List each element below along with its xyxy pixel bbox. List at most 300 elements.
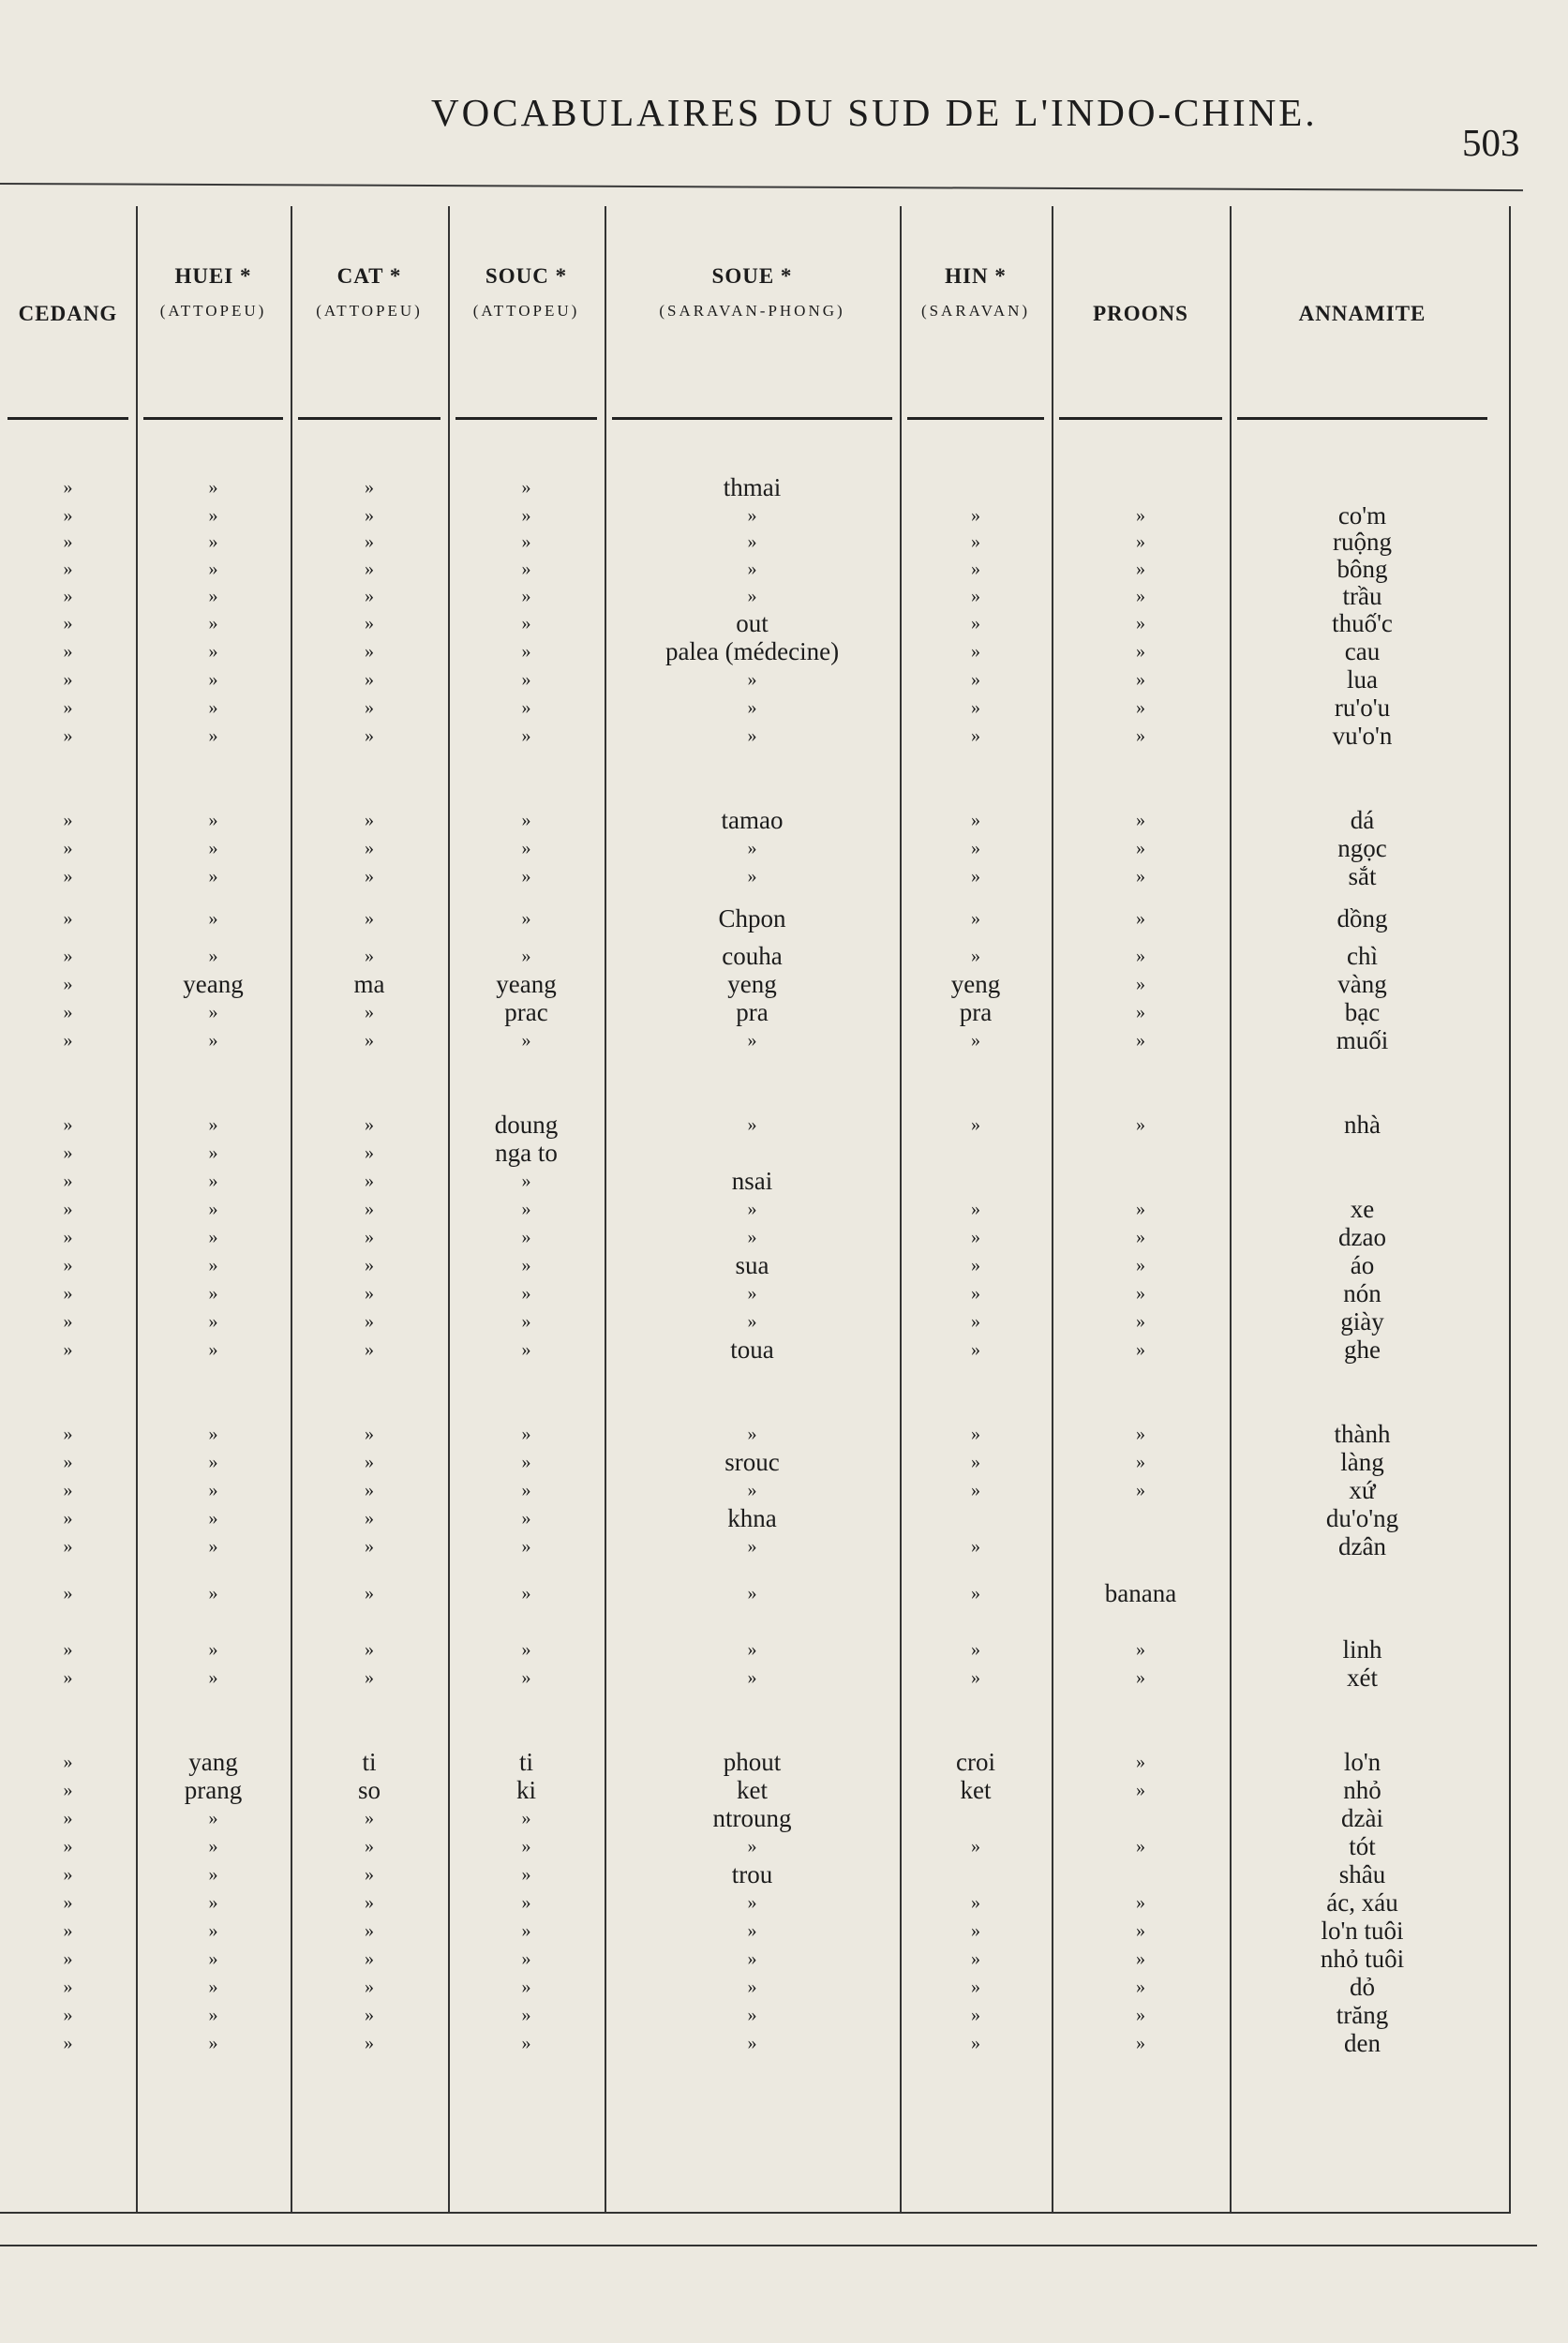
table-cell: » — [208, 1114, 218, 1135]
table-cell: » — [1136, 505, 1145, 526]
column-name: CEDANG — [18, 302, 118, 325]
table-cell: » — [747, 1030, 757, 1051]
table-cell: » — [63, 1864, 73, 1885]
table-cell: » — [365, 669, 374, 690]
table-cell: » — [521, 505, 531, 526]
table-cell: » — [971, 1283, 980, 1304]
table-cell: dzân — [1338, 1532, 1386, 1560]
table-cell: » — [747, 505, 757, 526]
table-cell: » — [365, 1255, 374, 1276]
table-cell: » — [63, 1452, 73, 1472]
table-cell: » — [365, 1311, 374, 1332]
table-cell: » — [63, 1339, 73, 1360]
table-cell: » — [63, 1199, 73, 1219]
table-cell: » — [521, 1339, 531, 1360]
table-cell: » — [747, 838, 757, 858]
table-cell: » — [521, 1030, 531, 1051]
table-cell: » — [63, 1892, 73, 1913]
header-underline — [1237, 417, 1487, 420]
table-cell: » — [971, 586, 980, 606]
table-cell: » — [747, 2005, 757, 2025]
table-cell: » — [365, 531, 374, 552]
table-cell: » — [365, 1536, 374, 1557]
column-header — [448, 264, 605, 321]
table-cell: » — [521, 613, 531, 634]
table-cell: » — [971, 613, 980, 634]
table-cell: » — [521, 838, 531, 858]
table-cell: » — [208, 1199, 218, 1219]
table-cell: » — [971, 2033, 980, 2053]
table-cell: » — [208, 1639, 218, 1660]
table-cell: » — [521, 908, 531, 929]
table-cell: thuố'c — [1332, 609, 1393, 637]
table-cell: » — [521, 2033, 531, 2053]
table-cell: » — [521, 1639, 531, 1660]
table-cell: » — [63, 641, 73, 662]
table-cell: » — [1136, 559, 1145, 579]
table-cell: ngọc — [1337, 834, 1387, 862]
table-cell: » — [63, 1639, 73, 1660]
table-cell: » — [63, 531, 73, 552]
table-cell: trăng — [1336, 2001, 1389, 2029]
table-cell: » — [365, 725, 374, 746]
table-cell: prang — [184, 1776, 243, 1804]
table-cell: » — [365, 1030, 374, 1051]
table-cell: nhỏ — [1343, 1776, 1381, 1804]
table-cell: lo'n tuôi — [1321, 1917, 1404, 1945]
table-cell: » — [521, 697, 531, 718]
table-cell: » — [521, 1536, 531, 1557]
table-cell: » — [1136, 866, 1145, 887]
table-cell: » — [63, 974, 73, 994]
table-cell: » — [208, 1424, 218, 1444]
table-cell: » — [208, 1030, 218, 1051]
table-cell: ket — [737, 1776, 768, 1804]
table-cell: » — [365, 866, 374, 887]
table-cell: » — [63, 1255, 73, 1276]
table-cell: » — [208, 505, 218, 526]
table-cell: » — [63, 866, 73, 887]
column-name: HIN * — [945, 264, 1007, 288]
table-cell: » — [971, 1920, 980, 1941]
table-cell: » — [365, 1948, 374, 1969]
table-cell: ti — [518, 1748, 533, 1776]
table-cell: » — [208, 1480, 218, 1500]
table-cell: muối — [1336, 1026, 1389, 1054]
table-cell: lo'n — [1343, 1748, 1381, 1776]
table-cell: » — [63, 559, 73, 579]
table-cell: ntroung — [712, 1804, 792, 1832]
table-cell: » — [747, 1948, 757, 1969]
table-cell: tamao — [721, 806, 784, 834]
table-cell: » — [365, 2005, 374, 2025]
table-cell: » — [747, 559, 757, 579]
table-cell: cau — [1344, 637, 1381, 665]
table-cell: » — [747, 1639, 757, 1660]
table-cell: den — [1344, 2029, 1381, 2057]
table-cell: ma — [353, 970, 385, 998]
table-cell: Chpon — [718, 904, 786, 933]
table-cell: » — [1136, 1199, 1145, 1219]
table-cell: » — [365, 1171, 374, 1191]
table-cell: dá — [1350, 806, 1375, 834]
table-cell: » — [1136, 838, 1145, 858]
table-cell: » — [208, 613, 218, 634]
table-cell: » — [1136, 1311, 1145, 1332]
table-cell: » — [521, 1892, 531, 1913]
table-cell: » — [971, 2005, 980, 2025]
table-cell: » — [521, 1480, 531, 1500]
table-cell: » — [365, 1836, 374, 1857]
table-cell: » — [521, 1808, 531, 1828]
table-cell: giày — [1340, 1307, 1384, 1336]
table-cell: » — [208, 531, 218, 552]
table-cell: » — [971, 1892, 980, 1913]
table-cell: » — [208, 1311, 218, 1332]
table-cell: » — [1136, 641, 1145, 662]
table-cell: » — [208, 1977, 218, 1997]
table-cell: » — [208, 810, 218, 830]
table-cell: » — [63, 1030, 73, 1051]
table-cell: » — [971, 810, 980, 830]
table-cell: » — [521, 946, 531, 966]
table-cell: » — [365, 1227, 374, 1247]
table-cell: » — [747, 531, 757, 552]
table-cell: » — [747, 697, 757, 718]
table-cell: » — [747, 1667, 757, 1688]
table-cell: du'o'ng — [1325, 1504, 1399, 1532]
table-cell: » — [63, 697, 73, 718]
table-cell: » — [63, 1508, 73, 1529]
header-underline — [455, 417, 597, 420]
table-cell: lua — [1347, 665, 1378, 694]
table-cell: tót — [1349, 1832, 1376, 1860]
table-cell: bông — [1337, 555, 1388, 583]
table-cell: ghe — [1344, 1336, 1381, 1364]
table-cell: » — [971, 505, 980, 526]
table-cell: » — [1136, 1227, 1145, 1247]
table-cell: yeang — [183, 970, 244, 998]
column-subtitle: (ATTOPEU) — [159, 302, 267, 320]
column-subtitle: (SARAVAN) — [920, 302, 1031, 320]
table-cell: » — [208, 908, 218, 929]
table-cell: » — [208, 1142, 218, 1163]
table-cell: » — [365, 1667, 374, 1688]
table-cell: » — [747, 1199, 757, 1219]
table-cell: » — [971, 946, 980, 966]
table-cell: » — [208, 1864, 218, 1885]
table-cell: » — [365, 613, 374, 634]
table-cell: » — [63, 477, 73, 498]
table-cell: » — [208, 1920, 218, 1941]
table-cell: banana — [1104, 1579, 1177, 1607]
table-cell: » — [971, 1948, 980, 1969]
table-cell: » — [365, 1283, 374, 1304]
table-cell: » — [208, 1667, 218, 1688]
table-cell: » — [1136, 1948, 1145, 1969]
table-cell: » — [63, 1808, 73, 1828]
table-cell: » — [63, 1920, 73, 1941]
table-cell: » — [521, 1920, 531, 1941]
table-cell: » — [521, 1227, 531, 1247]
table-cell: yang — [188, 1748, 238, 1776]
table-cell: » — [63, 613, 73, 634]
table-cell: » — [971, 697, 980, 718]
table-cell: » — [747, 669, 757, 690]
table-cell: » — [1136, 1452, 1145, 1472]
table-cell: nga to — [495, 1139, 558, 1167]
table-cell: » — [208, 1836, 218, 1857]
table-cell: » — [63, 946, 73, 966]
table-cell: » — [971, 866, 980, 887]
table-cell: » — [1136, 1339, 1145, 1360]
table-cell: » — [1136, 1977, 1145, 1997]
table-cell: vàng — [1337, 970, 1387, 998]
table-cell: » — [1136, 1424, 1145, 1444]
table-cell: nhỏ tuôi — [1320, 1945, 1405, 1973]
table-cell: » — [208, 1227, 218, 1247]
table-cell: » — [521, 866, 531, 887]
column-subtitle: (ATTOPEU) — [472, 302, 580, 320]
table-cell: » — [1136, 1255, 1145, 1276]
table-cell: » — [208, 946, 218, 966]
table-cell: » — [521, 2005, 531, 2025]
table-cell: » — [1136, 1639, 1145, 1660]
table-cell: » — [1136, 810, 1145, 830]
table-cell: » — [63, 1142, 73, 1163]
header-underline — [7, 417, 128, 420]
header-underline — [1059, 417, 1222, 420]
table-cell: » — [63, 810, 73, 830]
table-cell: » — [521, 1977, 531, 1997]
table-cell: » — [747, 1424, 757, 1444]
table-cell: » — [521, 1948, 531, 1969]
table-cell: » — [971, 1227, 980, 1247]
table-cell: » — [1136, 1920, 1145, 1941]
table-cell: sua — [735, 1251, 769, 1279]
table-cell: » — [208, 1536, 218, 1557]
table-cell: » — [521, 1836, 531, 1857]
table-cell: » — [747, 2033, 757, 2053]
table-cell: » — [971, 1424, 980, 1444]
table-cell: croi — [956, 1748, 995, 1776]
table-cell: » — [208, 1171, 218, 1191]
table-cell: » — [971, 641, 980, 662]
table-cell: » — [208, 1583, 218, 1604]
table-cell: » — [971, 1583, 980, 1604]
table-cell: xe — [1350, 1195, 1375, 1223]
table-cell: » — [63, 1948, 73, 1969]
table-cell: » — [63, 1667, 73, 1688]
table-cell: » — [208, 586, 218, 606]
table-cell: co'm — [1337, 501, 1387, 530]
table-cell: » — [1136, 946, 1145, 966]
table-cell: » — [1136, 908, 1145, 929]
table-cell: » — [208, 866, 218, 887]
column-name: SOUC * — [485, 264, 568, 288]
table-cell: » — [208, 697, 218, 718]
table-cell: » — [208, 641, 218, 662]
table-cell: linh — [1342, 1635, 1382, 1664]
table-cell: » — [521, 559, 531, 579]
table-cell: » — [971, 1114, 980, 1135]
table-cell: » — [971, 1836, 980, 1857]
table-cell: » — [208, 838, 218, 858]
table-cell: dzao — [1338, 1223, 1386, 1251]
table-cell: làng — [1340, 1448, 1384, 1476]
table-cell: sắt — [1348, 862, 1377, 890]
header-underline — [907, 417, 1044, 420]
table-cell: » — [971, 669, 980, 690]
table-cell: » — [365, 1892, 374, 1913]
table-cell: áo — [1350, 1251, 1375, 1279]
table-cell: » — [208, 1339, 218, 1360]
table-cell: » — [63, 1752, 73, 1772]
table-cell: » — [365, 1002, 374, 1022]
table-cell: » — [1136, 725, 1145, 746]
table-cell: » — [208, 1508, 218, 1529]
table-cell: » — [365, 1808, 374, 1828]
table-cell: » — [365, 1508, 374, 1529]
table-cell: » — [63, 1480, 73, 1500]
table-cell: » — [365, 908, 374, 929]
table-cell: » — [365, 1424, 374, 1444]
table-cell: » — [1136, 1780, 1145, 1800]
table-cell: » — [1136, 2005, 1145, 2025]
table-cell: dzài — [1341, 1804, 1383, 1832]
table-cell: dỏ — [1350, 1973, 1375, 2001]
table-cell: » — [747, 1892, 757, 1913]
table-cell: » — [63, 1283, 73, 1304]
table-cell: » — [521, 1199, 531, 1219]
table-cell: » — [971, 559, 980, 579]
table-cell: » — [521, 531, 531, 552]
table-cell: » — [63, 1002, 73, 1022]
table-cell: » — [747, 1114, 757, 1135]
table-cell: » — [208, 1948, 218, 1969]
table-cell: » — [365, 838, 374, 858]
table-cell: » — [63, 1171, 73, 1191]
table-cell: thành — [1334, 1420, 1391, 1448]
page-number: 503 — [1462, 121, 1520, 164]
table-cell: » — [63, 1536, 73, 1557]
table-cell: » — [63, 2033, 73, 2053]
table-cell: » — [208, 1452, 218, 1472]
table-cell: » — [365, 2033, 374, 2053]
table-cell: so — [357, 1776, 381, 1804]
table-cell: » — [1136, 586, 1145, 606]
table-cell: » — [63, 1311, 73, 1332]
table-cell: » — [208, 559, 218, 579]
table-cell: » — [747, 1283, 757, 1304]
table-cell: » — [365, 697, 374, 718]
table-cell: » — [208, 1283, 218, 1304]
running-title: VOCABULAIRES DU SUD DE L'INDO-CHINE. — [431, 91, 1318, 134]
table-cell: » — [208, 2005, 218, 2025]
table-cell: » — [1136, 1114, 1145, 1135]
table-cell: » — [63, 669, 73, 690]
table-cell: » — [1136, 1283, 1145, 1304]
table-cell: » — [521, 1255, 531, 1276]
table-cell: » — [747, 1920, 757, 1941]
table-cell: » — [971, 838, 980, 858]
table-cell: » — [747, 1977, 757, 1997]
table-cell: » — [747, 1536, 757, 1557]
header-underline — [612, 417, 892, 420]
table-cell: » — [63, 586, 73, 606]
table-cell: trou — [731, 1860, 773, 1888]
table-cell: » — [521, 1452, 531, 1472]
table-cell: » — [521, 1508, 531, 1529]
table-cell: » — [365, 1199, 374, 1219]
table-cell: » — [63, 838, 73, 858]
table-cell: » — [747, 1227, 757, 1247]
table-cell: » — [208, 1808, 218, 1828]
table-cell: xét — [1347, 1664, 1378, 1692]
table-cell: » — [971, 1311, 980, 1332]
table-cell: » — [208, 725, 218, 746]
table-cell: ác, xáu — [1326, 1888, 1398, 1917]
table-cell: thmai — [723, 473, 782, 501]
table-cell: » — [1136, 697, 1145, 718]
table-cell: out — [736, 609, 769, 637]
table-cell: » — [208, 669, 218, 690]
table-cell: pra — [959, 998, 993, 1026]
table-cell: » — [521, 586, 531, 606]
column-name: PROONS — [1093, 302, 1188, 325]
header-underline — [143, 417, 283, 420]
column-header — [1230, 302, 1495, 326]
table-cell: » — [521, 669, 531, 690]
table-cell: » — [208, 1255, 218, 1276]
table-cell: » — [521, 1424, 531, 1444]
table-cell: » — [521, 1311, 531, 1332]
table-cell: » — [1136, 1002, 1145, 1022]
table-cell: » — [365, 505, 374, 526]
table-cell: doung — [494, 1111, 559, 1139]
table-cell: shâu — [1338, 1860, 1386, 1888]
table-cell: » — [1136, 613, 1145, 634]
table-cell: » — [521, 1283, 531, 1304]
table-cell: » — [747, 866, 757, 887]
column-header — [136, 264, 291, 321]
table-cell: » — [365, 1339, 374, 1360]
table-cell: » — [365, 641, 374, 662]
header-underline — [298, 417, 441, 420]
table-cell: dồng — [1337, 904, 1388, 933]
table-cell: toua — [730, 1336, 774, 1364]
column-name: HUEI * — [174, 264, 252, 288]
column-header — [900, 264, 1052, 321]
table-cell: bạc — [1344, 998, 1381, 1026]
table-cell: » — [521, 477, 531, 498]
table-cell: nhà — [1344, 1111, 1381, 1139]
table-cell: ru'o'u — [1334, 694, 1391, 722]
table-cell: » — [365, 946, 374, 966]
table-cell: yeang — [496, 970, 557, 998]
table-cell: » — [63, 2005, 73, 2025]
table-cell: ruộng — [1333, 528, 1392, 556]
table-cell: palea (médecine) — [665, 637, 840, 665]
table-cell: xứ — [1349, 1476, 1376, 1504]
table-cell: » — [1136, 531, 1145, 552]
table-cell: » — [521, 1864, 531, 1885]
table-cell: » — [1136, 974, 1145, 994]
table-cell: » — [971, 1667, 980, 1688]
table-cell: » — [63, 1424, 73, 1444]
table-cell: » — [365, 1583, 374, 1604]
table-cell: yeng — [950, 970, 1001, 998]
